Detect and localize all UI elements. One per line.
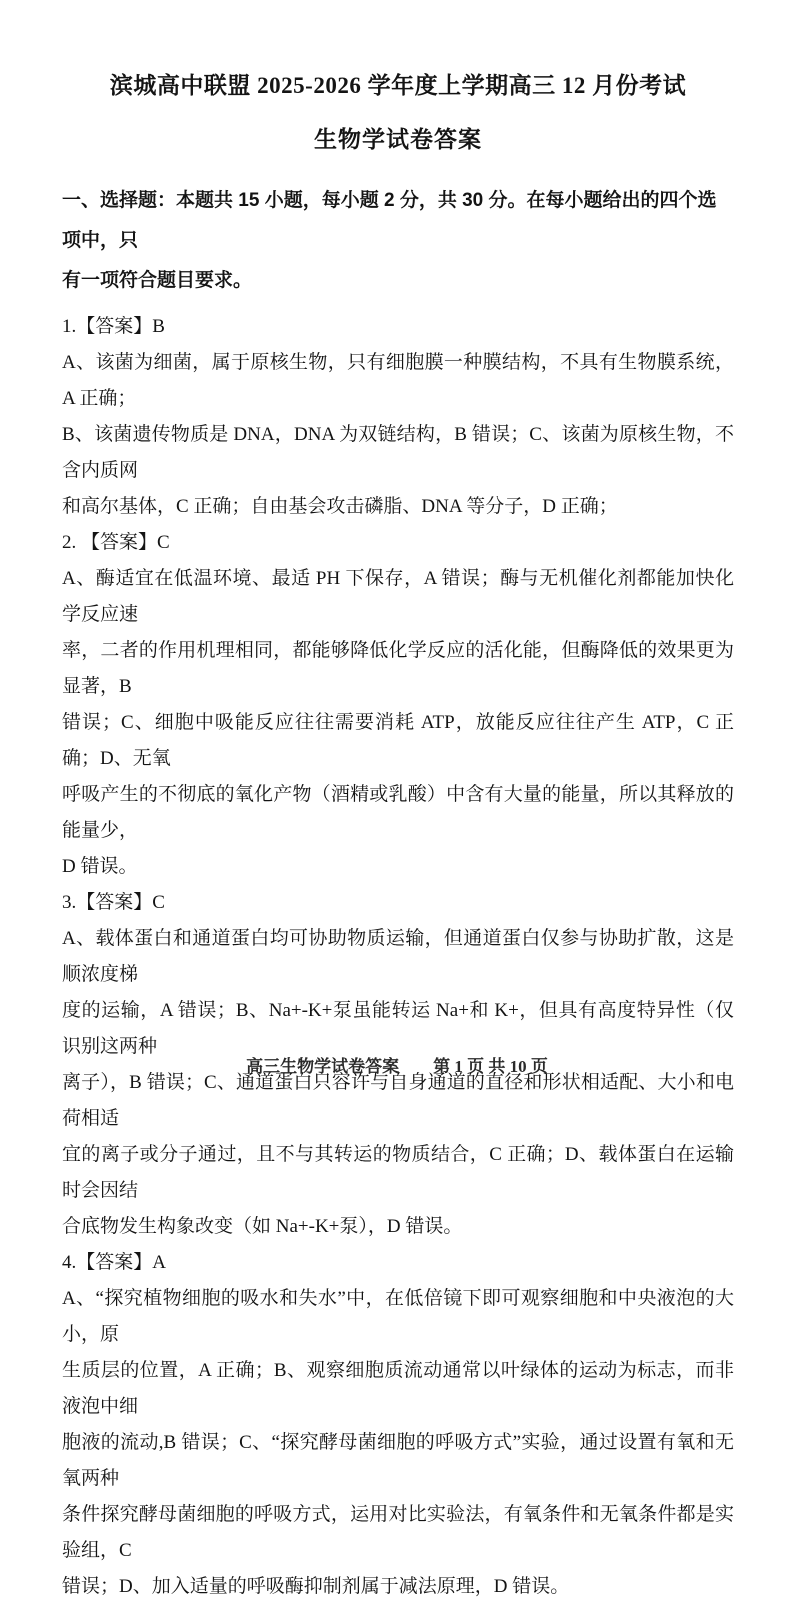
answers-section [62, 309, 734, 1605]
answer-text-line: 率，二者的作用机理相同，都能够降低化学反应的活化能，但酶降低的效果更为显著，B [62, 640, 734, 698]
answer-label: 1.【答案】B [62, 316, 165, 338]
answer-text-line: A、载体蛋白和通道蛋白均可协助物质运输，但通道蛋白仅参与协助扩散，这是顺浓度梯 [62, 928, 734, 986]
page-footer [0, 1052, 794, 1077]
section-heading [62, 181, 734, 301]
answer-text-line: 合底物发生构象改变（如 Na+-K+泵），D 错误。 [62, 1216, 463, 1238]
answer-label: 4.【答案】A [62, 1252, 166, 1274]
document-title-line2: 生物学试卷答案 [314, 126, 482, 152]
answer-block [62, 525, 734, 885]
answer-text-line: 宜的离子或分子通过，且不与其转运的物质结合，C 正确；D、载体蛋白在运输时会因结 [62, 1144, 734, 1202]
answer-text-line: 生质层的位置，A 正确；B、观察细胞质流动通常以叶绿体的运动为标志，而非液泡中细 [62, 1360, 734, 1418]
answer-text-line: 离子），B 错误；C、通道蛋白只容许与自身通道的直径和形状相适配、大小和电荷相适 [62, 1072, 734, 1130]
answer-lines [62, 1281, 734, 1605]
answer-block [62, 309, 734, 525]
answer-lines [62, 921, 734, 1245]
answer-text-line: D 错误。 [62, 856, 138, 878]
document-title-line1: 滨城高中联盟 2025-2026 学年度上学期高三 12 月份考试 [109, 73, 687, 98]
footer-page-number: 第 1 页 共 10 页 [433, 1057, 548, 1076]
answer-text-line: 错误；D、加入适量的呼吸酶抑制剂属于减法原理，D 错误。 [62, 1576, 570, 1598]
answer-label: 3.【答案】C [62, 892, 165, 914]
answer-text-line: 条件探究酵母菌细胞的呼吸方式，运用对比实验法，有氧条件和无氧条件都是实验组，C [62, 1504, 734, 1562]
answer-text-line: 呼吸产生的不彻底的氧化产物（酒精或乳酸）中含有大量的能量，所以其释放的能量少， [62, 784, 734, 842]
answer-label: 2. 【答案】C [62, 532, 170, 554]
answer-text-line: 胞液的流动,B 错误；C、“探究酵母菌细胞的呼吸方式”实验，通过设置有氧和无氧两种 [62, 1432, 734, 1490]
section-heading-line: 一、选择题：本题共 15 小题，每小题 2 分，共 30 分。在每小题给出的四个选项中，只 [62, 190, 717, 252]
section-heading-line: 有一项符合题目要求。 [62, 270, 253, 292]
answer-text-line: 和高尔基体，C 正确；自由基会攻击磷脂、DNA 等分子，D 正确； [62, 496, 618, 518]
footer-document-name: 高三生物学试卷答案 [246, 1057, 400, 1076]
answer-text-line: A、“探究植物细胞的吸水和失水”中，在低倍镜下即可观察细胞和中央液泡的大小，原 [62, 1288, 734, 1346]
answer-text-line: A、酶适宜在低温环境、最适 PH 下保存，A 错误；酶与无机催化剂都能加快化学反应速 [62, 568, 734, 626]
answer-block [62, 1245, 734, 1605]
answer-text-line: 度的运输，A 错误；B、Na+-K+泵虽能转运 Na+和 K+，但具有高度特异性（仅识别这两种 [62, 1000, 734, 1058]
answer-text-line: A、该菌为细菌，属于原核生物，只有细胞膜一种膜结构，不具有生物膜系统，A 正确； [62, 352, 734, 410]
answer-text-line: B、该菌遗传物质是 DNA，DNA 为双链结构，B 错误；C、该菌为原核生物，不含内质网 [62, 424, 734, 482]
answer-text-line: 错误；C、细胞中吸能反应往往需要消耗 ATP，放能反应往往产生 ATP，C 正确；D、无氧 [62, 712, 734, 770]
answer-lines [62, 561, 734, 885]
answer-lines [62, 345, 734, 525]
